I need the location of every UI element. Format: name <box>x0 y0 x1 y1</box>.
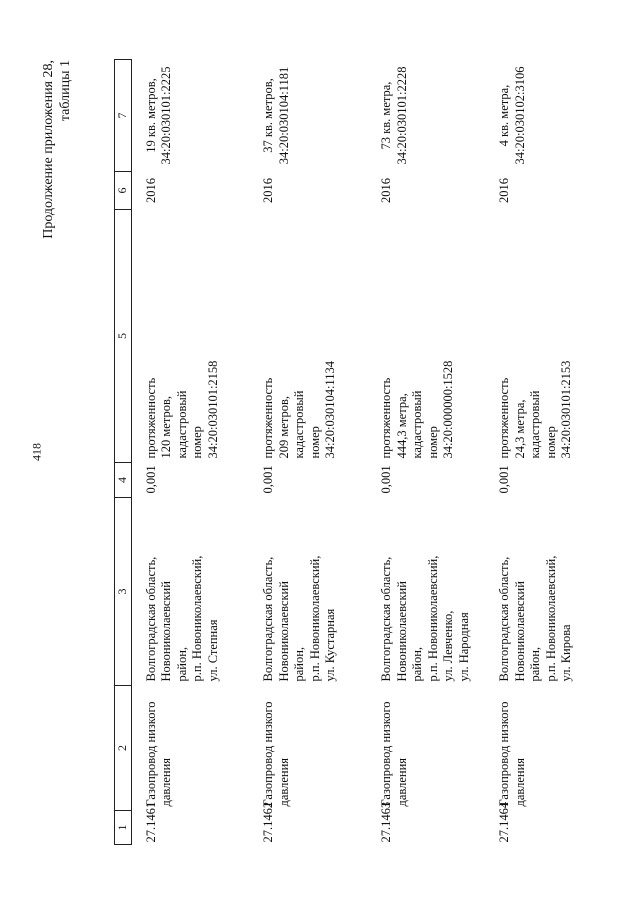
object-description: протяженность 209 метров, кадастровый номер 34:20:030104:1134 <box>261 361 338 459</box>
row-number: 27.1462 <box>261 801 276 843</box>
object-address: Волгоградская область, Новониколаевский район, р.п. Новониколаевский, ул. Левченко, ул. Народная <box>379 555 472 682</box>
object-area: 73 кв. метра, 34:20:030101:2228 <box>379 66 409 165</box>
col-header-7: 7 <box>115 60 132 172</box>
object-address: Волгоградская область, Новониколаевский район, р.п. Новониколаевский, ул. Кирова <box>497 555 574 682</box>
row-number: 27.1463 <box>379 801 394 843</box>
object-address: Волгоградская область, Новониколаевский район, р.п. Новониколаевский, ул. Кустарная <box>261 555 338 682</box>
object-value: 0,001 <box>143 465 158 494</box>
table-header-row <box>115 60 132 845</box>
table-row <box>367 60 485 845</box>
object-value: 0,001 <box>261 465 276 494</box>
object-description: протяженность 24,3 метра, кадастровый номер 34:20:030101:2153 <box>497 360 574 459</box>
table-row <box>249 60 367 845</box>
col-header-2: 2 <box>115 686 132 811</box>
object-description: протяженность 444,3 метра, кадастровый номер 34:20:000000:1528 <box>379 360 456 459</box>
object-year: 2016 <box>261 178 276 203</box>
table-row <box>131 60 249 845</box>
page-number: 418 <box>29 443 44 461</box>
col-header-1: 1 <box>115 811 132 845</box>
object-name: Газопровод низкого давления <box>497 701 527 807</box>
object-value: 0,001 <box>497 465 512 494</box>
col-header-4: 4 <box>115 463 132 498</box>
object-area: 4 кв. метра, 34:20:030102:3106 <box>497 66 527 165</box>
object-year: 2016 <box>497 178 512 203</box>
col-header-5: 5 <box>115 210 132 463</box>
data-table <box>114 59 603 845</box>
continuation-line-1: Продолжение приложения 28, <box>41 60 56 239</box>
row-number: 27.1464 <box>497 801 512 843</box>
object-value: 0,001 <box>379 465 394 494</box>
object-name: Газопровод низкого давления <box>261 701 291 807</box>
col-header-6: 6 <box>115 172 132 210</box>
object-description: протяженность 120 метров, кадастровый номер 34:20:030101:2158 <box>143 360 220 459</box>
object-address: Волгоградская область, Новониколаевский район, р.п. Новониколаевский, ул. Степная <box>143 555 220 682</box>
object-area: 37 кв. метров, 34:20:030104:1181 <box>261 66 291 165</box>
object-year: 2016 <box>143 178 158 203</box>
continuation-title <box>40 60 74 340</box>
col-header-3: 3 <box>115 498 132 686</box>
table-row <box>485 60 603 845</box>
object-name: Газопровод низкого давления <box>143 701 174 807</box>
object-name: Газопровод низкого давления <box>379 701 409 807</box>
continuation-line-2: таблицы 1 <box>58 60 73 122</box>
object-area: 19 кв. метров, 34:20:030101:2225 <box>143 66 174 165</box>
object-year: 2016 <box>379 178 394 203</box>
row-number: 27.1461 <box>143 801 158 843</box>
